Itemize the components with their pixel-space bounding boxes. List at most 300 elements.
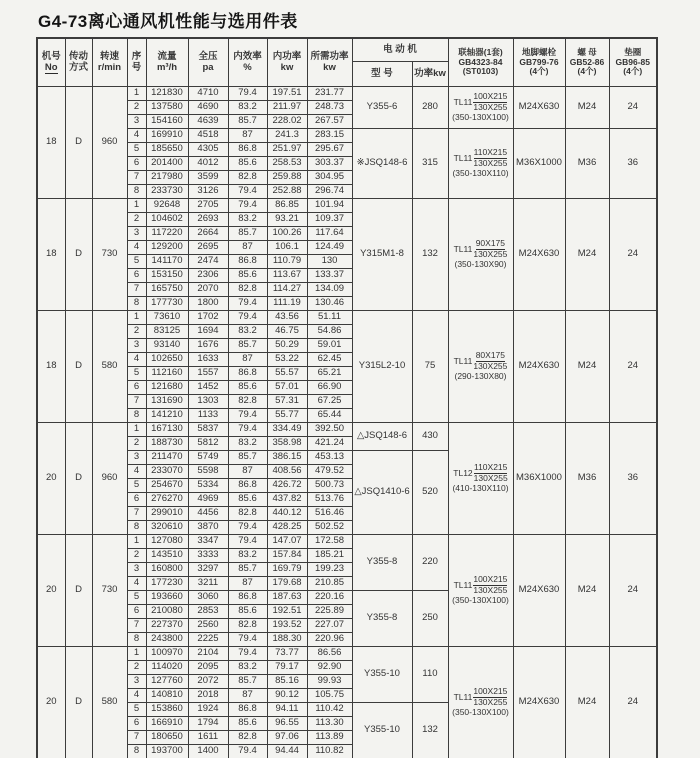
cell-pressure: 4690 [188,101,228,115]
cell-pressure: 1794 [188,717,228,731]
motor-model-text: Y355-8 [366,612,398,624]
header-flow [146,38,188,87]
header-line: m³/h [156,61,178,73]
header-line: 方式 [68,61,88,73]
cell-flow: 121680 [146,381,188,395]
cell-efficiency: 86.8 [228,591,267,605]
cell-flow: 153150 [146,269,188,283]
cell-pressure: 1133 [188,409,228,423]
cell-pressure: 4305 [188,143,228,157]
cell-pressure: 5812 [188,437,228,451]
cell-pressure: 2474 [188,255,228,269]
cell-seq: 5 [127,143,146,157]
cell-motor-power: 132 [412,703,448,758]
coupling-note: (410-130X110) [452,482,509,493]
cell-motor-model [352,591,412,647]
cell-required-power: 110.42 [307,703,352,717]
cell-motor-model [352,647,412,703]
cell-washer: 36 [609,423,657,535]
cell-nut: M36 [565,423,609,535]
cell-power: 440.12 [267,507,307,521]
motor-model-text: △JSQ1410-6 [354,486,410,498]
cell-required-power: 130 [307,255,352,269]
cell-flow: 137580 [146,101,188,115]
header-line: GB52-86 [569,56,605,67]
cell-efficiency: 85.7 [228,115,267,129]
cell-power: 79.17 [267,661,307,675]
coupling-spec [450,92,512,122]
coupling-main [454,351,508,372]
cell-nut: M24 [565,199,609,311]
header-line: (4个) [623,66,643,77]
table-row [37,199,657,213]
cell-flow: 127760 [146,675,188,689]
cell-efficiency: 79.4 [228,535,267,549]
cell-efficiency: 79.4 [228,521,267,535]
header-line [39,63,64,73]
motor-model-text: Y355-8 [366,556,398,568]
cell-flow: 160800 [146,563,188,577]
cell-efficiency: 82.8 [228,283,267,297]
cell-required-power: 133.37 [307,269,352,283]
cell-pressure: 2072 [188,675,228,689]
header-total-pressure [188,38,228,87]
cell-required-power: 421.24 [307,437,352,451]
cell-efficiency: 83.2 [228,325,267,339]
cell-flow: 193660 [146,591,188,605]
cell-pressure: 2070 [188,283,228,297]
header-internal-power [267,38,307,87]
cell-washer: 24 [609,535,657,647]
cell-motor-model [352,703,412,758]
cell-seq: 1 [127,647,146,661]
cell-flow: 153860 [146,703,188,717]
cell-motor-model [352,423,412,451]
cell-motor-power: 315 [412,129,448,199]
table-row [37,647,657,661]
cell-washer: 24 [609,647,657,758]
cell-required-power: 109.37 [307,213,352,227]
cell-seq: 3 [127,675,146,689]
cell-pressure: 3599 [188,171,228,185]
table-row [37,311,657,325]
cell-anchor-bolt: M24X630 [513,87,565,129]
cell-required-power: 225.89 [307,605,352,619]
coupling-model: TL11 [453,96,473,107]
cell-power: 192.51 [267,605,307,619]
cell-seq: 3 [127,227,146,241]
coupling-size-fraction [473,575,507,596]
cell-power: 94.11 [267,703,307,717]
cell-motor-power: 280 [412,87,448,129]
cell-required-power: 117.64 [307,227,352,241]
cell-flow: 201400 [146,157,188,171]
cell-motor-power: 250 [412,591,448,647]
cell-efficiency: 79.4 [228,185,267,199]
cell-flow: 104602 [146,213,188,227]
cell-seq: 7 [127,619,146,633]
cell-power: 188.30 [267,633,307,647]
cell-motor-power: 430 [412,423,448,451]
cell-efficiency: 85.6 [228,381,267,395]
cell-power: 251.97 [267,143,307,157]
cell-efficiency: 86.8 [228,143,267,157]
cell-drive: D [65,647,92,758]
cell-seq: 6 [127,157,146,171]
cell-speed: 580 [92,311,127,423]
header-line: 内功率 [272,51,302,63]
cell-pressure: 2306 [188,269,228,283]
cell-pressure: 1800 [188,297,228,311]
table-row [37,87,657,101]
coupling-note: (350-130X90) [454,258,507,269]
coupling-size-bottom: 130X255 [473,249,508,260]
cell-efficiency: 87 [228,465,267,479]
cell-power: 106.1 [267,241,307,255]
header-motor-group: 电 动 机 [352,38,448,62]
header-line: 内效率 [233,51,262,63]
cell-power: 94.44 [267,745,307,758]
cell-machine-no: 18 [37,199,65,311]
cell-pressure: 4639 [188,115,228,129]
cell-seq: 1 [127,535,146,549]
cell-power: 193.52 [267,619,307,633]
cell-required-power: 92.90 [307,661,352,675]
cell-speed: 730 [92,199,127,311]
cell-seq: 1 [127,199,146,213]
page-title: G4-73离心通风机性能与选用件表 [38,12,298,31]
cell-efficiency: 82.8 [228,395,267,409]
header-line: GB96-85 [615,56,650,67]
cell-required-power: 51.11 [307,311,352,325]
cell-power: 100.26 [267,227,307,241]
cell-flow: 243800 [146,633,188,647]
cell-seq: 8 [127,297,146,311]
header-line: % [243,61,252,73]
cell-coupling [448,423,513,535]
cell-efficiency: 87 [228,353,267,367]
cell-flow: 227370 [146,619,188,633]
coupling-model: TL11 [453,691,473,702]
cell-flow: 154160 [146,115,188,129]
cell-efficiency: 85.7 [228,675,267,689]
coupling-note: (350-130X100) [452,594,509,605]
cell-required-power: 267.57 [307,115,352,129]
coupling-size-top: 100X215 [473,574,508,585]
cell-pressure: 3870 [188,521,228,535]
cell-power: 93.21 [267,213,307,227]
cell-efficiency: 82.8 [228,619,267,633]
cell-required-power: 105.75 [307,689,352,703]
header-line: 序 [131,51,142,63]
cell-drive: D [65,87,92,199]
cell-efficiency: 83.2 [228,101,267,115]
coupling-note: (290-130X80) [454,370,507,381]
cell-motor-model [352,129,412,199]
header-line: kw [280,61,294,73]
cell-required-power: 185.21 [307,549,352,563]
cell-drive: D [65,199,92,311]
cell-flow: 165750 [146,283,188,297]
motor-model-text: Y355-10 [364,724,400,736]
cell-nut: M24 [565,535,609,647]
cell-required-power: 296.74 [307,185,352,199]
cell-nut: M36 [565,129,609,199]
cell-efficiency: 86.8 [228,255,267,269]
cell-flow: 210080 [146,605,188,619]
cell-flow: 141210 [146,409,188,423]
cell-machine-no: 20 [37,535,65,647]
cell-seq: 4 [127,129,146,143]
cell-power: 157.84 [267,549,307,563]
cell-pressure: 3347 [188,535,228,549]
cell-efficiency: 87 [228,241,267,255]
header-motor-model: 型 号 [352,62,412,87]
cell-seq: 1 [127,87,146,101]
cell-efficiency: 86.8 [228,703,267,717]
cell-power: 147.07 [267,535,307,549]
cell-flow: 112160 [146,367,188,381]
cell-machine-no: 18 [37,311,65,423]
cell-power: 334.49 [267,423,307,437]
header-line: 联轴器(1套) [458,47,503,58]
cell-seq: 6 [127,605,146,619]
header-washer [609,38,657,87]
cell-power: 258.53 [267,157,307,171]
coupling-spec [450,239,512,269]
header-line: pa [202,61,214,73]
cell-pressure: 2104 [188,647,228,661]
cell-power: 57.01 [267,381,307,395]
cell-power: 46.75 [267,325,307,339]
header-drive-mode [65,38,92,87]
coupling-model: TL11 [453,355,473,366]
cell-seq: 4 [127,353,146,367]
cell-pressure: 4969 [188,493,228,507]
cell-coupling [448,311,513,423]
cell-required-power: 59.01 [307,339,352,353]
cell-pressure: 2560 [188,619,228,633]
cell-pressure: 3126 [188,185,228,199]
cell-seq: 2 [127,437,146,451]
cell-pressure: 5334 [188,479,228,493]
cell-flow: 114020 [146,661,188,675]
cell-required-power: 67.25 [307,395,352,409]
coupling-size-bottom: 130X255 [473,158,508,169]
cell-efficiency: 79.4 [228,423,267,437]
cell-seq: 4 [127,577,146,591]
cell-flow: 177730 [146,297,188,311]
cell-anchor-bolt: M36X1000 [513,129,565,199]
cell-motor-power: 110 [412,647,448,703]
cell-motor-model [352,311,412,423]
cell-flow: 254670 [146,479,188,493]
cell-seq: 5 [127,255,146,269]
cell-seq: 8 [127,185,146,199]
cell-flow: 93140 [146,339,188,353]
cell-seq: 3 [127,339,146,353]
cell-drive: D [65,423,92,535]
cell-seq: 8 [127,745,146,758]
cell-seq: 2 [127,325,146,339]
coupling-main [454,148,508,169]
cell-seq: 5 [127,591,146,605]
cell-required-power: 220.16 [307,591,352,605]
cell-coupling [448,199,513,311]
cell-efficiency: 83.2 [228,661,267,675]
cell-required-power: 65.21 [307,367,352,381]
cell-power: 86.85 [267,199,307,213]
cell-pressure: 1702 [188,311,228,325]
cell-pressure: 2705 [188,199,228,213]
motor-model-text: ※JSQ148-6 [356,157,408,169]
table-header [37,38,657,87]
cell-efficiency: 83.2 [228,213,267,227]
cell-efficiency: 79.4 [228,647,267,661]
cell-required-power: 231.77 [307,87,352,101]
cell-required-power: 453.13 [307,451,352,465]
cell-pressure: 2693 [188,213,228,227]
coupling-size-fraction [473,687,507,708]
cell-efficiency: 87 [228,129,267,143]
cell-seq: 2 [127,101,146,115]
coupling-size-top: 80X175 [475,350,506,361]
cell-power: 169.79 [267,563,307,577]
cell-pressure: 3211 [188,577,228,591]
cell-speed: 960 [92,423,127,535]
header-motor-power: 功率kw [412,62,448,87]
cell-power: 73.77 [267,647,307,661]
cell-pressure: 1611 [188,731,228,745]
cell-power: 426.72 [267,479,307,493]
coupling-size-top: 100X215 [473,686,508,697]
header-line: 全压 [198,51,218,63]
header-machine-no [37,38,65,87]
cell-pressure: 4012 [188,157,228,171]
header-anchor-bolt [513,38,565,87]
coupling-size-bottom: 130X255 [473,102,508,113]
cell-efficiency: 85.6 [228,717,267,731]
cell-required-power: 304.95 [307,171,352,185]
cell-washer: 24 [609,311,657,423]
cell-required-power: 248.73 [307,101,352,115]
cell-efficiency: 82.8 [228,171,267,185]
cell-required-power: 66.90 [307,381,352,395]
cell-efficiency: 85.7 [228,339,267,353]
header-coupling [448,38,513,87]
motor-model-text: Y315M1-8 [360,248,404,260]
coupling-main [453,463,507,484]
cell-seq: 5 [127,703,146,717]
cell-flow: 217980 [146,171,188,185]
coupling-spec [450,575,512,605]
coupling-size-bottom: 130X255 [473,473,508,484]
table-row [37,535,657,549]
cell-seq: 2 [127,549,146,563]
cell-motor-power: 75 [412,311,448,423]
cell-efficiency: 85.7 [228,227,267,241]
cell-coupling [448,535,513,647]
cell-required-power: 199.23 [307,563,352,577]
cell-speed: 960 [92,87,127,199]
header-line: 号 [131,61,142,73]
coupling-size-fraction [473,239,507,260]
cell-efficiency: 79.4 [228,199,267,213]
cell-efficiency: 83.2 [228,549,267,563]
cell-power: 97.06 [267,731,307,745]
cell-required-power: 110.82 [307,745,352,758]
cell-pressure: 2695 [188,241,228,255]
cell-required-power: 65.44 [307,409,352,423]
cell-pressure: 1633 [188,353,228,367]
header-row-1 [37,38,657,62]
coupling-note: (350-130X100) [452,706,509,717]
cell-required-power: 392.50 [307,423,352,437]
cell-coupling [448,647,513,758]
table-body [37,87,657,758]
cell-required-power: 54.86 [307,325,352,339]
cell-efficiency: 79.4 [228,409,267,423]
cell-required-power: 62.45 [307,353,352,367]
header-seq [127,38,146,87]
coupling-note: (350-130X100) [452,111,509,122]
coupling-main [454,687,508,708]
cell-required-power: 513.76 [307,493,352,507]
cell-speed: 580 [92,647,127,758]
header-line-underlined: No [44,61,58,73]
cell-efficiency: 79.4 [228,87,267,101]
header-line: GB799-76 [519,56,559,67]
cell-power: 358.98 [267,437,307,451]
cell-seq: 4 [127,465,146,479]
cell-seq: 2 [127,661,146,675]
cell-flow: 129200 [146,241,188,255]
cell-power: 111.19 [267,297,307,311]
coupling-size-top: 110X215 [473,147,508,158]
cell-seq: 7 [127,395,146,409]
cell-flow: 143510 [146,549,188,563]
cell-flow: 299010 [146,507,188,521]
cell-seq: 3 [127,563,146,577]
coupling-size-top: 110X215 [473,462,508,473]
cell-pressure: 2018 [188,689,228,703]
cell-flow: 121830 [146,87,188,101]
cell-flow: 233070 [146,465,188,479]
cell-machine-no: 20 [37,423,65,535]
header-line: r/min [97,61,122,73]
header-line: 转速 [99,51,119,63]
cell-power: 252.88 [267,185,307,199]
cell-seq: 8 [127,633,146,647]
cell-motor-power: 520 [412,451,448,535]
header-required-power [307,38,352,87]
cell-efficiency: 79.4 [228,633,267,647]
cell-efficiency: 79.4 [228,745,267,758]
cell-efficiency: 83.2 [228,437,267,451]
cell-power: 228.02 [267,115,307,129]
cell-flow: 180650 [146,731,188,745]
cell-required-power: 502.52 [307,521,352,535]
cell-pressure: 5837 [188,423,228,437]
cell-pressure: 1676 [188,339,228,353]
coupling-model: TL11 [453,579,473,590]
cell-motor-model [352,87,412,129]
cell-required-power: 101.94 [307,199,352,213]
cell-required-power: 227.07 [307,619,352,633]
cell-flow: 83125 [146,325,188,339]
cell-required-power: 516.46 [307,507,352,521]
cell-coupling [448,129,513,199]
